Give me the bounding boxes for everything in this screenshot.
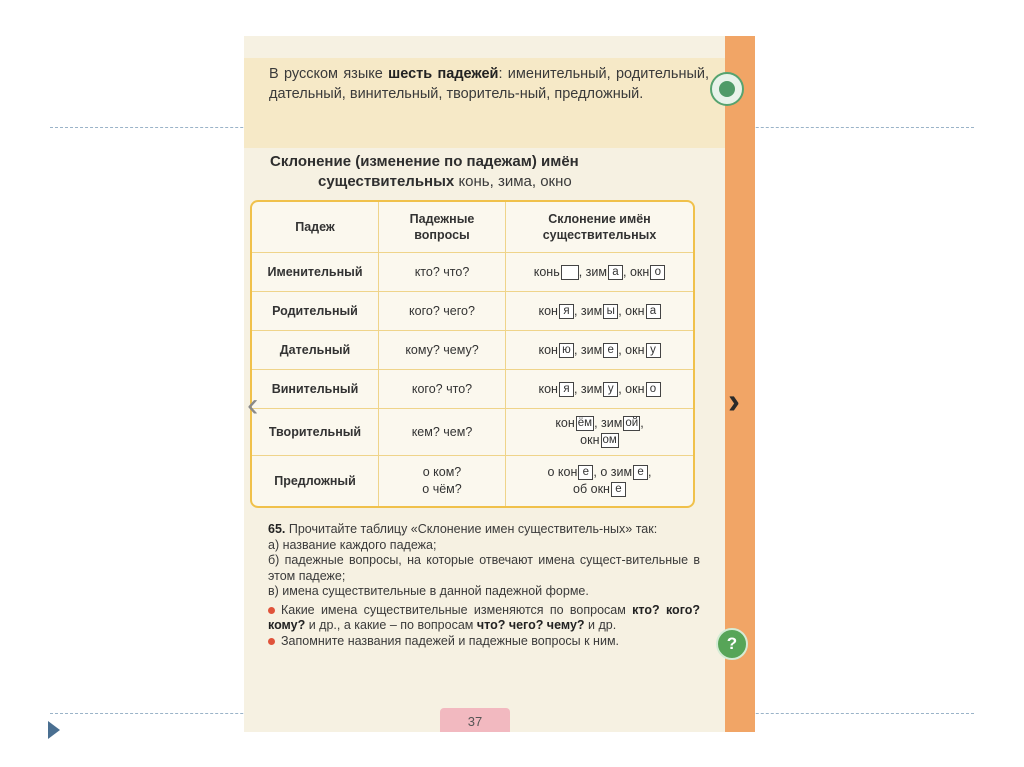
question-icon: ?: [716, 628, 748, 660]
table-row: [252, 370, 693, 409]
table-row: [252, 253, 693, 292]
exercise-65: 65. Прочитайте таблицу «Склонение имен существитель-ных» так: а) название каждого падежа; б) падежные вопросы, на которые отвечают имена сущест-вительные в этом падеже; в) имена существительные в данной падежной форме. Какие имена существительные изменяются по вопросам кто? кого? кому? и др., а какие – по вопросам что? чего? чему? и др. Запомните названия падежей и падежные вопросы к ним.: [268, 522, 701, 648]
noun-forms: конь , зим а , окн о: [506, 253, 693, 292]
noun-forms: кон я , зим у , окн о: [506, 370, 693, 409]
slide-bullet-arrow-icon: [48, 721, 60, 739]
header-case: Падеж: [252, 202, 379, 253]
case-name: Дательный: [252, 331, 379, 370]
exercise-item: в) имена существительные в данной падежной форме.: [268, 584, 589, 598]
noun-forms: кон ю , зим е , окн у: [506, 331, 693, 370]
case-name: Именительный: [252, 253, 379, 292]
bullet-dot-icon: [268, 638, 275, 645]
noun-forms: кон я , зим ы , окн а: [506, 292, 693, 331]
case-questions: кого? чего?: [379, 292, 506, 331]
table-row: [252, 292, 693, 331]
exercise-item: б) падежные вопросы, на которые отвечают имена сущест-вительные в этом падеже;: [268, 553, 700, 583]
header-questions: Падежные вопросы: [379, 202, 506, 253]
exercise-item: а) название каждого падежа;: [268, 537, 437, 552]
declension-table: [250, 200, 695, 508]
case-questions: кого? что?: [379, 370, 506, 409]
table-row: [252, 456, 693, 506]
header-declension: Склонение имён существительных: [506, 202, 693, 253]
case-questions: кому? чему?: [379, 331, 506, 370]
case-questions: кем? чем?: [379, 409, 506, 456]
case-name: Винительный: [252, 370, 379, 409]
case-questions: о ком? о чём?: [379, 456, 506, 506]
next-page-chevron-icon[interactable]: ›: [728, 380, 740, 421]
noun-forms: о кон е , о зим е , об окн е: [547, 465, 652, 496]
textbook-page: [244, 36, 755, 732]
case-name: Предложный: [252, 456, 379, 506]
case-name: Творительный: [252, 409, 379, 456]
noun-forms: кон ём , зим ой , окн ом: [506, 409, 693, 456]
owl-icon: [710, 72, 744, 106]
bullet-dot-icon: [268, 607, 275, 614]
case-name: Родительный: [252, 292, 379, 331]
page-number: 37: [440, 708, 510, 732]
prev-page-chevron-icon[interactable]: ‹: [247, 386, 259, 424]
table-row: [252, 409, 693, 456]
task-bullet: Запомните названия падежей и падежные вопросы к ним.: [268, 634, 700, 650]
table-row: [252, 331, 693, 370]
case-questions: кто? что?: [379, 253, 506, 292]
intro-text: В русском языке шесть падежей: именительный, родительный, дательный, винительный, творитель-ный, предложный.: [269, 66, 709, 102]
table-heading: Склонение (изменение по падежам) имён существительных конь, зима, окно: [270, 153, 579, 190]
question-bullet: Какие имена существительные изменяются по вопросам кто? кого? кому? и др., а какие – по вопросам что? чего? чему? и др.: [268, 602, 701, 632]
